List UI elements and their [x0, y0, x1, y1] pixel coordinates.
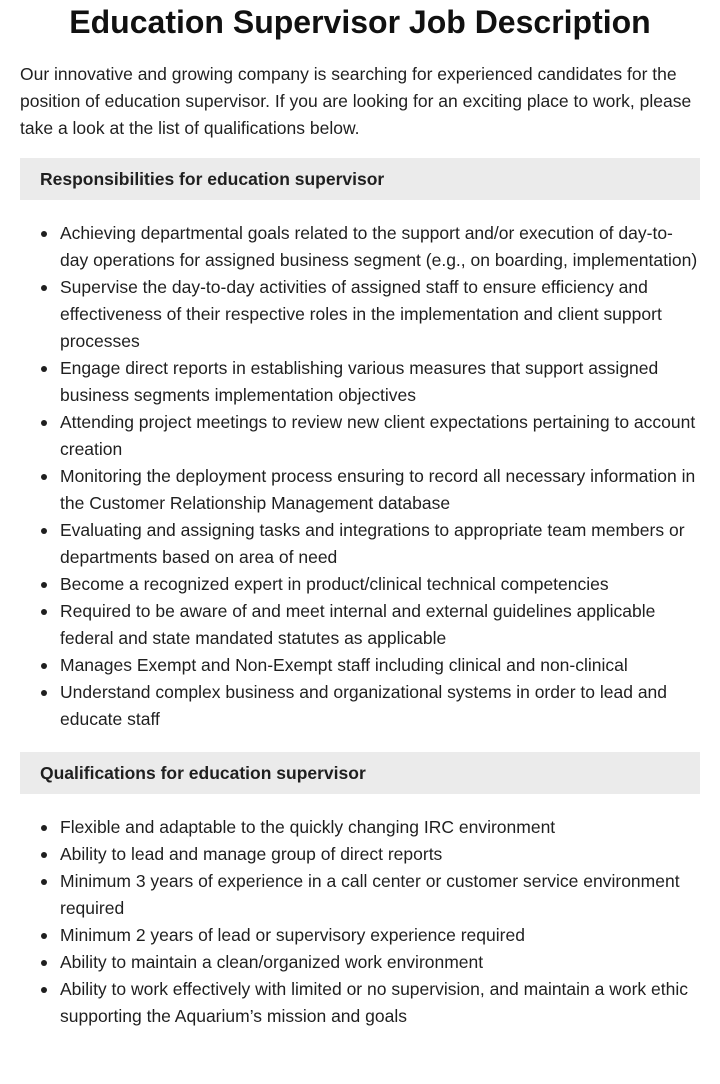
list-item-text: Manages Exempt and Non-Exempt staff including clinical and non-clinical [60, 655, 628, 675]
bullet-icon [41, 960, 47, 966]
list-item [60, 274, 700, 355]
bullet-icon [41, 285, 47, 291]
bullet-icon [41, 582, 47, 588]
bullet-icon [41, 987, 47, 993]
list-item [60, 355, 700, 409]
list-item-text: Flexible and adaptable to the quickly changing IRC environment [60, 817, 556, 837]
responsibilities-list [20, 220, 700, 733]
bullet-icon [41, 690, 47, 696]
list-item-text: Minimum 3 years of experience in a call center or customer service environment required [60, 871, 680, 918]
list-item [60, 868, 700, 922]
list-item-text: Achieving departmental goals related to the support and/or execution of day-to-day operations for assigned business segment (e.g., on boarding, implementation) [60, 223, 698, 270]
list-item [60, 409, 700, 463]
responsibilities-heading: Responsibilities for education supervisor [20, 158, 700, 200]
bullet-icon [41, 825, 47, 831]
list-item-text: Monitoring the deployment process ensuring to record all necessary information in the Customer Relationship Management database [60, 466, 696, 513]
bullet-icon [41, 852, 47, 858]
bullet-icon [41, 663, 47, 669]
bullet-icon [41, 231, 47, 237]
list-item [60, 841, 700, 868]
list-item-text: Ability to work effectively with limited or no supervision, and maintain a work ethic supporting the Aquarium’s mission and goals [60, 979, 689, 1026]
bullet-icon [41, 609, 47, 615]
list-item-text: Evaluating and assigning tasks and integrations to appropriate team members or departments based on area of need [60, 520, 685, 567]
list-item-text: Minimum 2 years of lead or supervisory experience required [60, 925, 525, 945]
list-item-text: Ability to maintain a clean/organized work environment [60, 952, 484, 972]
list-item-text: Understand complex business and organizational systems in order to lead and educate staff [60, 682, 668, 729]
bullet-icon [41, 933, 47, 939]
intro-paragraph: Our innovative and growing company is searching for experienced candidates for the position of education supervisor. If you are looking for an exciting place to work, please take a look at the list of qualifications below. [20, 64, 692, 138]
list-item [60, 571, 700, 598]
list-item-text: Required to be aware of and meet internal and external guidelines applicable federal and state mandated statutes as applicable [60, 601, 656, 648]
list-item-text: Attending project meetings to review new client expectations pertaining to account creation [60, 412, 696, 459]
list-item [60, 652, 700, 679]
list-item [60, 814, 700, 841]
list-item-text: Supervise the day-to-day activities of assigned staff to ensure efficiency and effectiveness of their respective roles in the implementation and client support processes [60, 277, 662, 351]
list-item-text: Become a recognized expert in product/clinical technical competencies [60, 574, 609, 594]
list-item [60, 220, 700, 274]
list-item [60, 949, 700, 976]
list-item [60, 517, 700, 571]
bullet-icon [41, 474, 47, 480]
list-item [60, 922, 700, 949]
qualifications-list [20, 814, 700, 1030]
qualifications-heading: Qualifications for education supervisor [20, 752, 700, 794]
list-item [60, 679, 700, 733]
list-item [60, 463, 700, 517]
bullet-icon [41, 528, 47, 534]
bullet-icon [41, 366, 47, 372]
bullet-icon [41, 420, 47, 426]
list-item [60, 976, 700, 1030]
list-item-text: Ability to lead and manage group of direct reports [60, 844, 443, 864]
list-item-text: Engage direct reports in establishing various measures that support assigned business segments implementation objectives [60, 358, 659, 405]
bullet-icon [41, 879, 47, 885]
page-title: Education Supervisor Job Description [69, 4, 651, 40]
list-item [60, 598, 700, 652]
